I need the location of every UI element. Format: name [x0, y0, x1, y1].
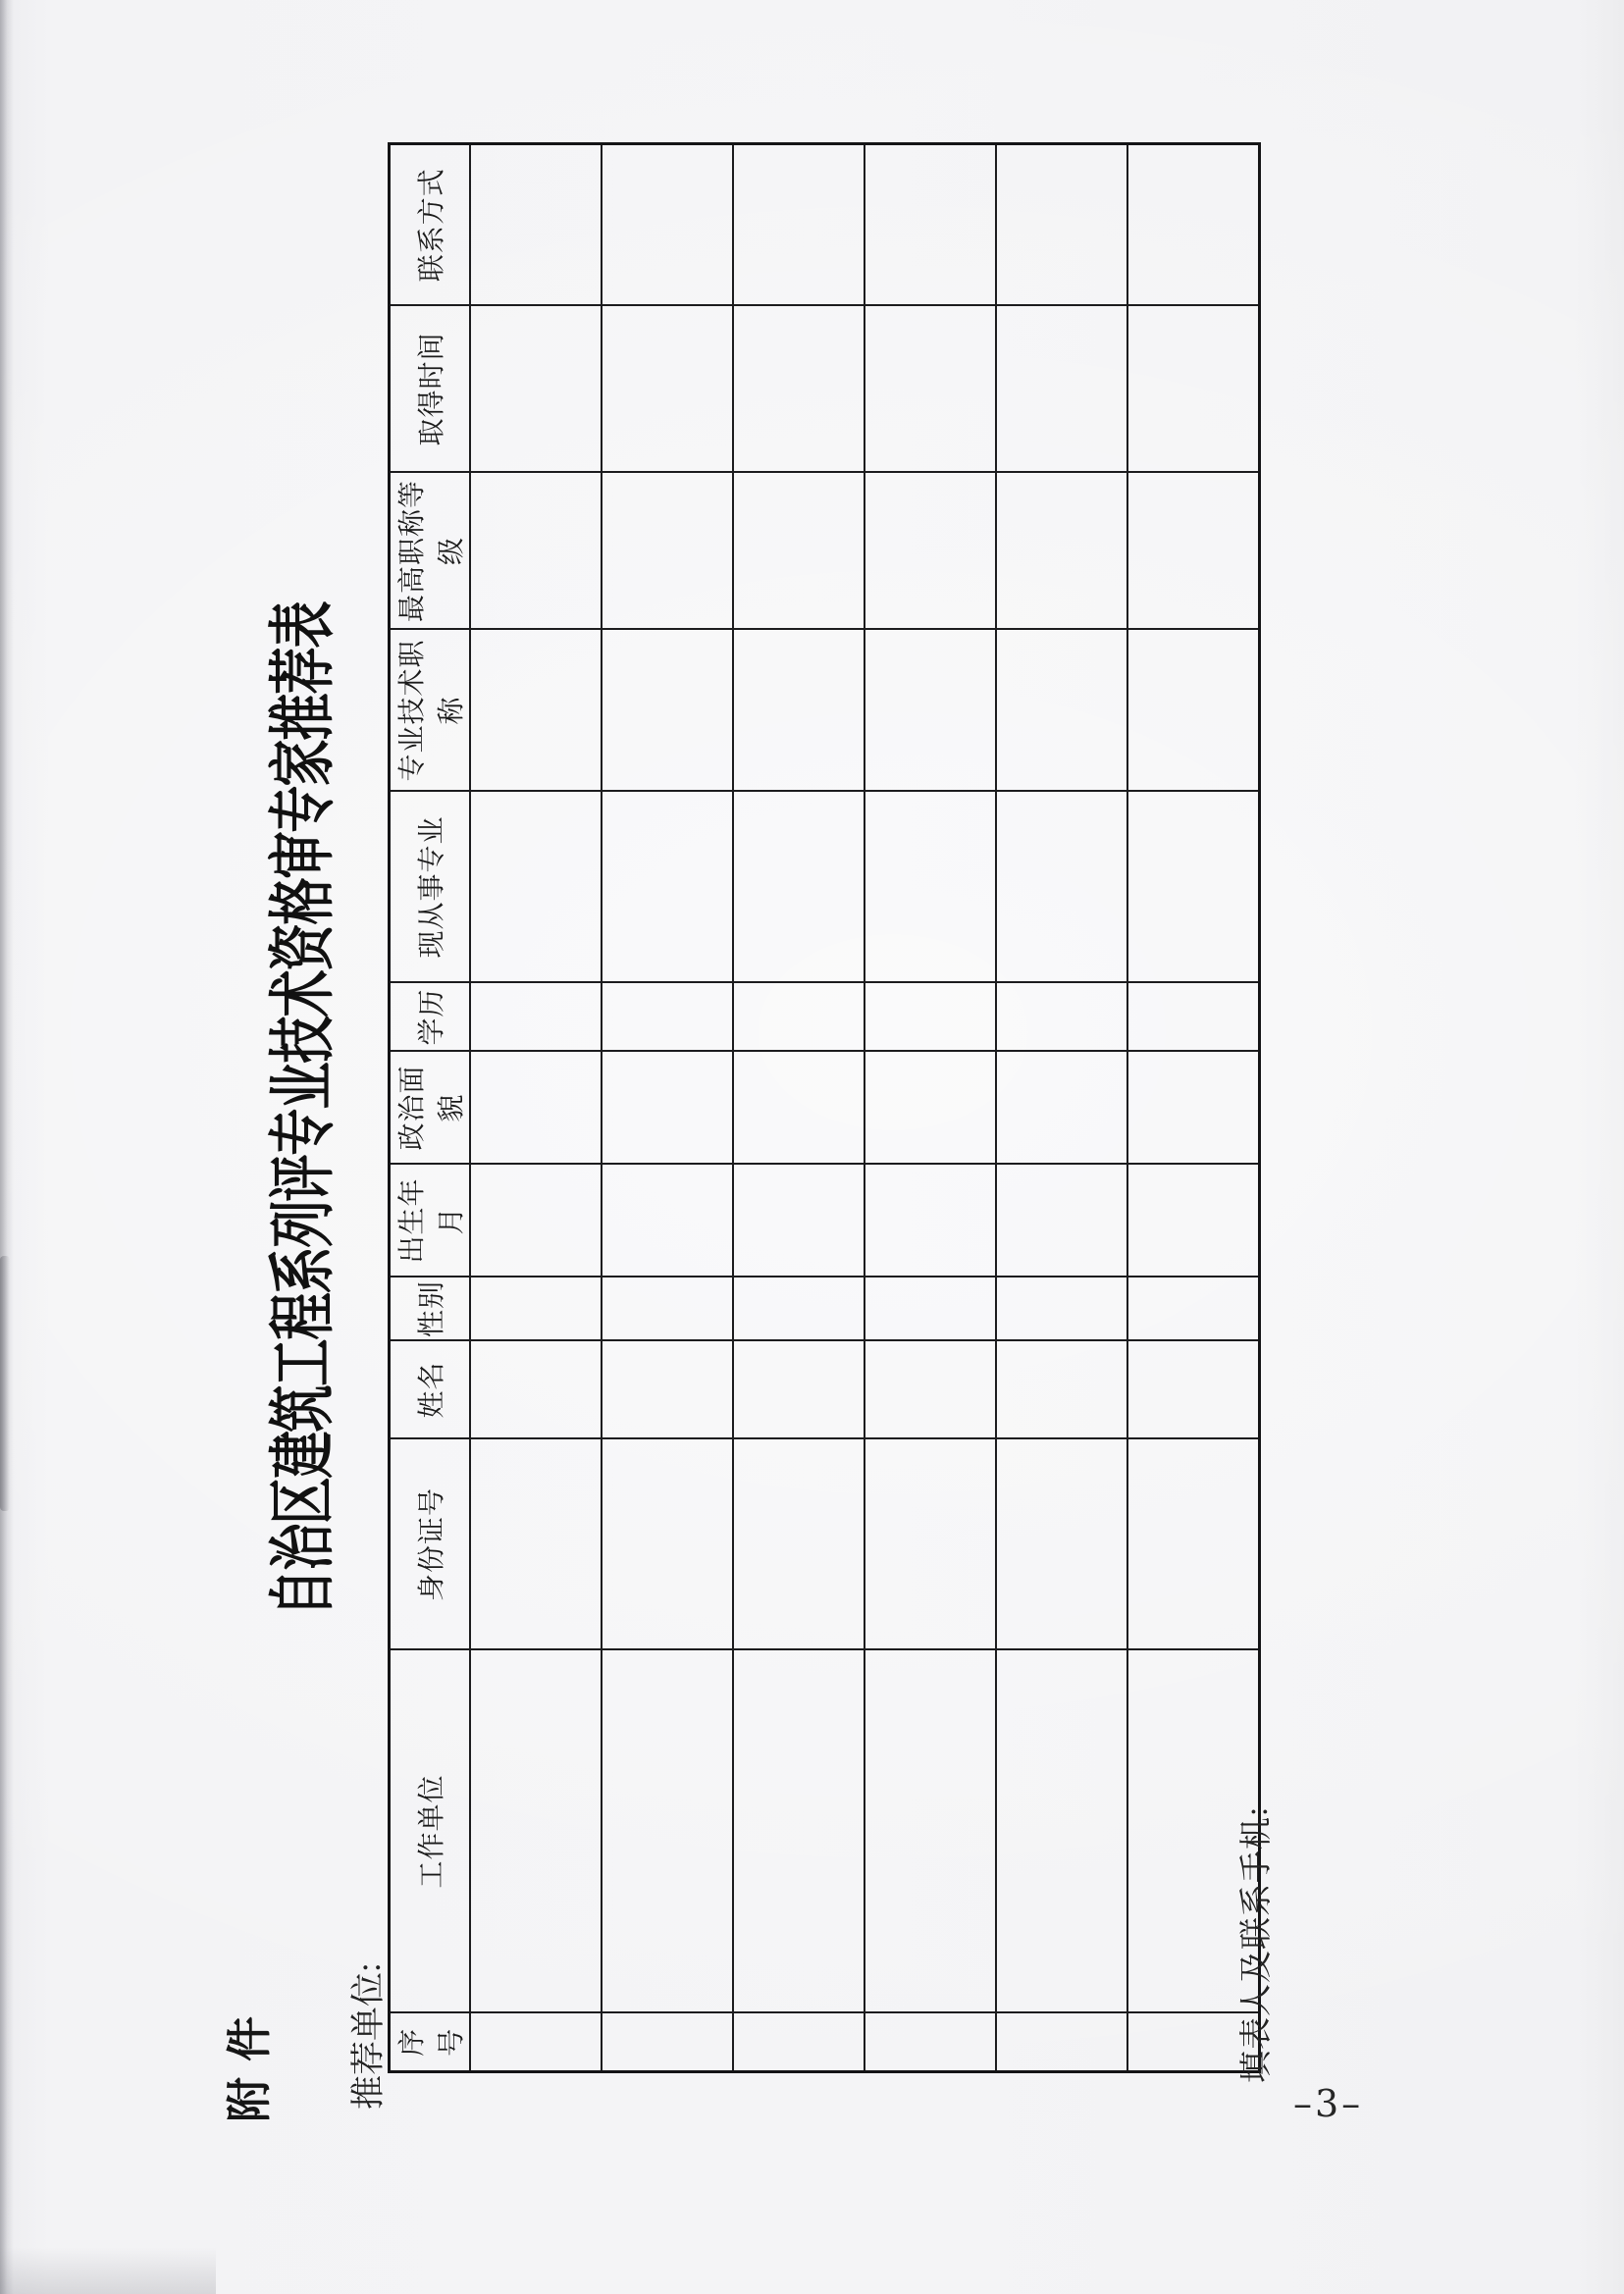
empty-cell [1127, 144, 1260, 306]
empty-cell [733, 1052, 864, 1165]
empty-cell [996, 306, 1127, 473]
empty-cell [602, 473, 733, 630]
empty-cell [1127, 983, 1260, 1052]
empty-cell [733, 1341, 864, 1439]
empty-cell [996, 1439, 1127, 1650]
empty-cell [864, 1439, 996, 1650]
empty-cell [996, 473, 1127, 630]
empty-cell [1127, 792, 1260, 983]
empty-cell [864, 473, 996, 630]
empty-cell [1127, 1052, 1260, 1165]
empty-cell [602, 983, 733, 1052]
empty-cell [470, 144, 602, 306]
empty-cell [733, 630, 864, 792]
empty-cell [996, 1341, 1127, 1439]
empty-cell [470, 306, 602, 473]
column-header: 性别 [390, 1277, 471, 1341]
empty-cell [864, 1650, 996, 2013]
empty-cell [864, 792, 996, 983]
table-row [864, 144, 996, 2072]
empty-cell [1127, 1165, 1260, 1277]
empty-cell [996, 1277, 1127, 1341]
column-header: 学历 [390, 983, 471, 1052]
empty-cell [470, 1341, 602, 1439]
empty-cell [733, 2013, 864, 2072]
table-row [996, 144, 1127, 2072]
table-row [602, 144, 733, 2072]
empty-cell [996, 630, 1127, 792]
empty-cell [1127, 1341, 1260, 1439]
empty-cell [470, 630, 602, 792]
empty-cell [602, 792, 733, 983]
empty-cell [733, 144, 864, 306]
empty-cell [470, 1165, 602, 1277]
scan-smudge-left [0, 1256, 10, 1511]
empty-cell [996, 792, 1127, 983]
column-header: 身份证号 [390, 1439, 471, 1650]
table-row [733, 144, 864, 2072]
table-row [470, 144, 602, 2072]
column-header: 政治面貌 [390, 1052, 471, 1165]
empty-cell [733, 306, 864, 473]
empty-cell [864, 1341, 996, 1439]
column-header: 出生年月 [390, 1165, 471, 1277]
empty-cell [864, 1165, 996, 1277]
empty-cell [470, 1439, 602, 1650]
empty-cell [1127, 630, 1260, 792]
empty-cell [733, 1277, 864, 1341]
empty-cell [470, 2013, 602, 2072]
column-header: 工作单位 [390, 1650, 471, 2013]
empty-cell [864, 1277, 996, 1341]
form-title-text: 自治区建筑工程系列评专业技术资格审专家推荐表 [267, 601, 341, 1617]
recommending-unit-label: 推荐单位: [349, 1962, 388, 2110]
empty-cell [864, 1052, 996, 1165]
empty-cell [602, 2013, 733, 2072]
empty-cell [470, 983, 602, 1052]
empty-cell [996, 2013, 1127, 2072]
empty-cell [733, 1439, 864, 1650]
form-filler-label: 填表人及联系手机: [1239, 1805, 1275, 2083]
table-body [470, 144, 1260, 2072]
column-header: 现从事专业 [390, 792, 471, 983]
attachment-label: 附件 [225, 2001, 275, 2122]
empty-cell [602, 306, 733, 473]
empty-cell [470, 1277, 602, 1341]
empty-cell [602, 1277, 733, 1341]
empty-cell [1127, 473, 1260, 630]
empty-cell [1127, 1277, 1260, 1341]
empty-cell [602, 1439, 733, 1650]
column-header: 姓名 [390, 1341, 471, 1439]
empty-cell [864, 630, 996, 792]
table-row [1127, 144, 1260, 2072]
column-header: 最高职称等级 [390, 473, 471, 630]
empty-cell [602, 630, 733, 792]
scan-shadow-bottom-left [0, 2247, 216, 2294]
empty-cell [470, 792, 602, 983]
table-header-row [390, 144, 471, 2072]
empty-cell [602, 1341, 733, 1439]
empty-cell [733, 473, 864, 630]
empty-cell [864, 144, 996, 306]
empty-cell [602, 1165, 733, 1277]
empty-cell [733, 1650, 864, 2013]
empty-cell [996, 144, 1127, 306]
column-header: 联系方式 [390, 144, 471, 306]
empty-cell [864, 306, 996, 473]
scan-shadow-left-edge [0, 0, 14, 2294]
empty-cell [996, 983, 1127, 1052]
empty-cell [864, 2013, 996, 2072]
column-header: 取得时间 [390, 306, 471, 473]
empty-cell [733, 1165, 864, 1277]
empty-cell [733, 983, 864, 1052]
empty-cell [602, 1052, 733, 1165]
empty-cell [602, 1650, 733, 2013]
column-header: 专业技术职称 [390, 630, 471, 792]
form-title [249, 145, 341, 2073]
empty-cell [470, 1052, 602, 1165]
empty-cell [733, 792, 864, 983]
empty-cell [864, 983, 996, 1052]
empty-cell [1127, 1439, 1260, 1650]
empty-cell [470, 1650, 602, 2013]
page-number: –3– [1293, 2082, 1364, 2125]
empty-cell [996, 1650, 1127, 2013]
column-header: 序号 [390, 2013, 471, 2072]
empty-cell [1127, 306, 1260, 473]
expert-recommendation-table [388, 142, 1261, 2073]
empty-cell [470, 473, 602, 630]
empty-cell [602, 144, 733, 306]
empty-cell [996, 1052, 1127, 1165]
empty-cell [996, 1165, 1127, 1277]
